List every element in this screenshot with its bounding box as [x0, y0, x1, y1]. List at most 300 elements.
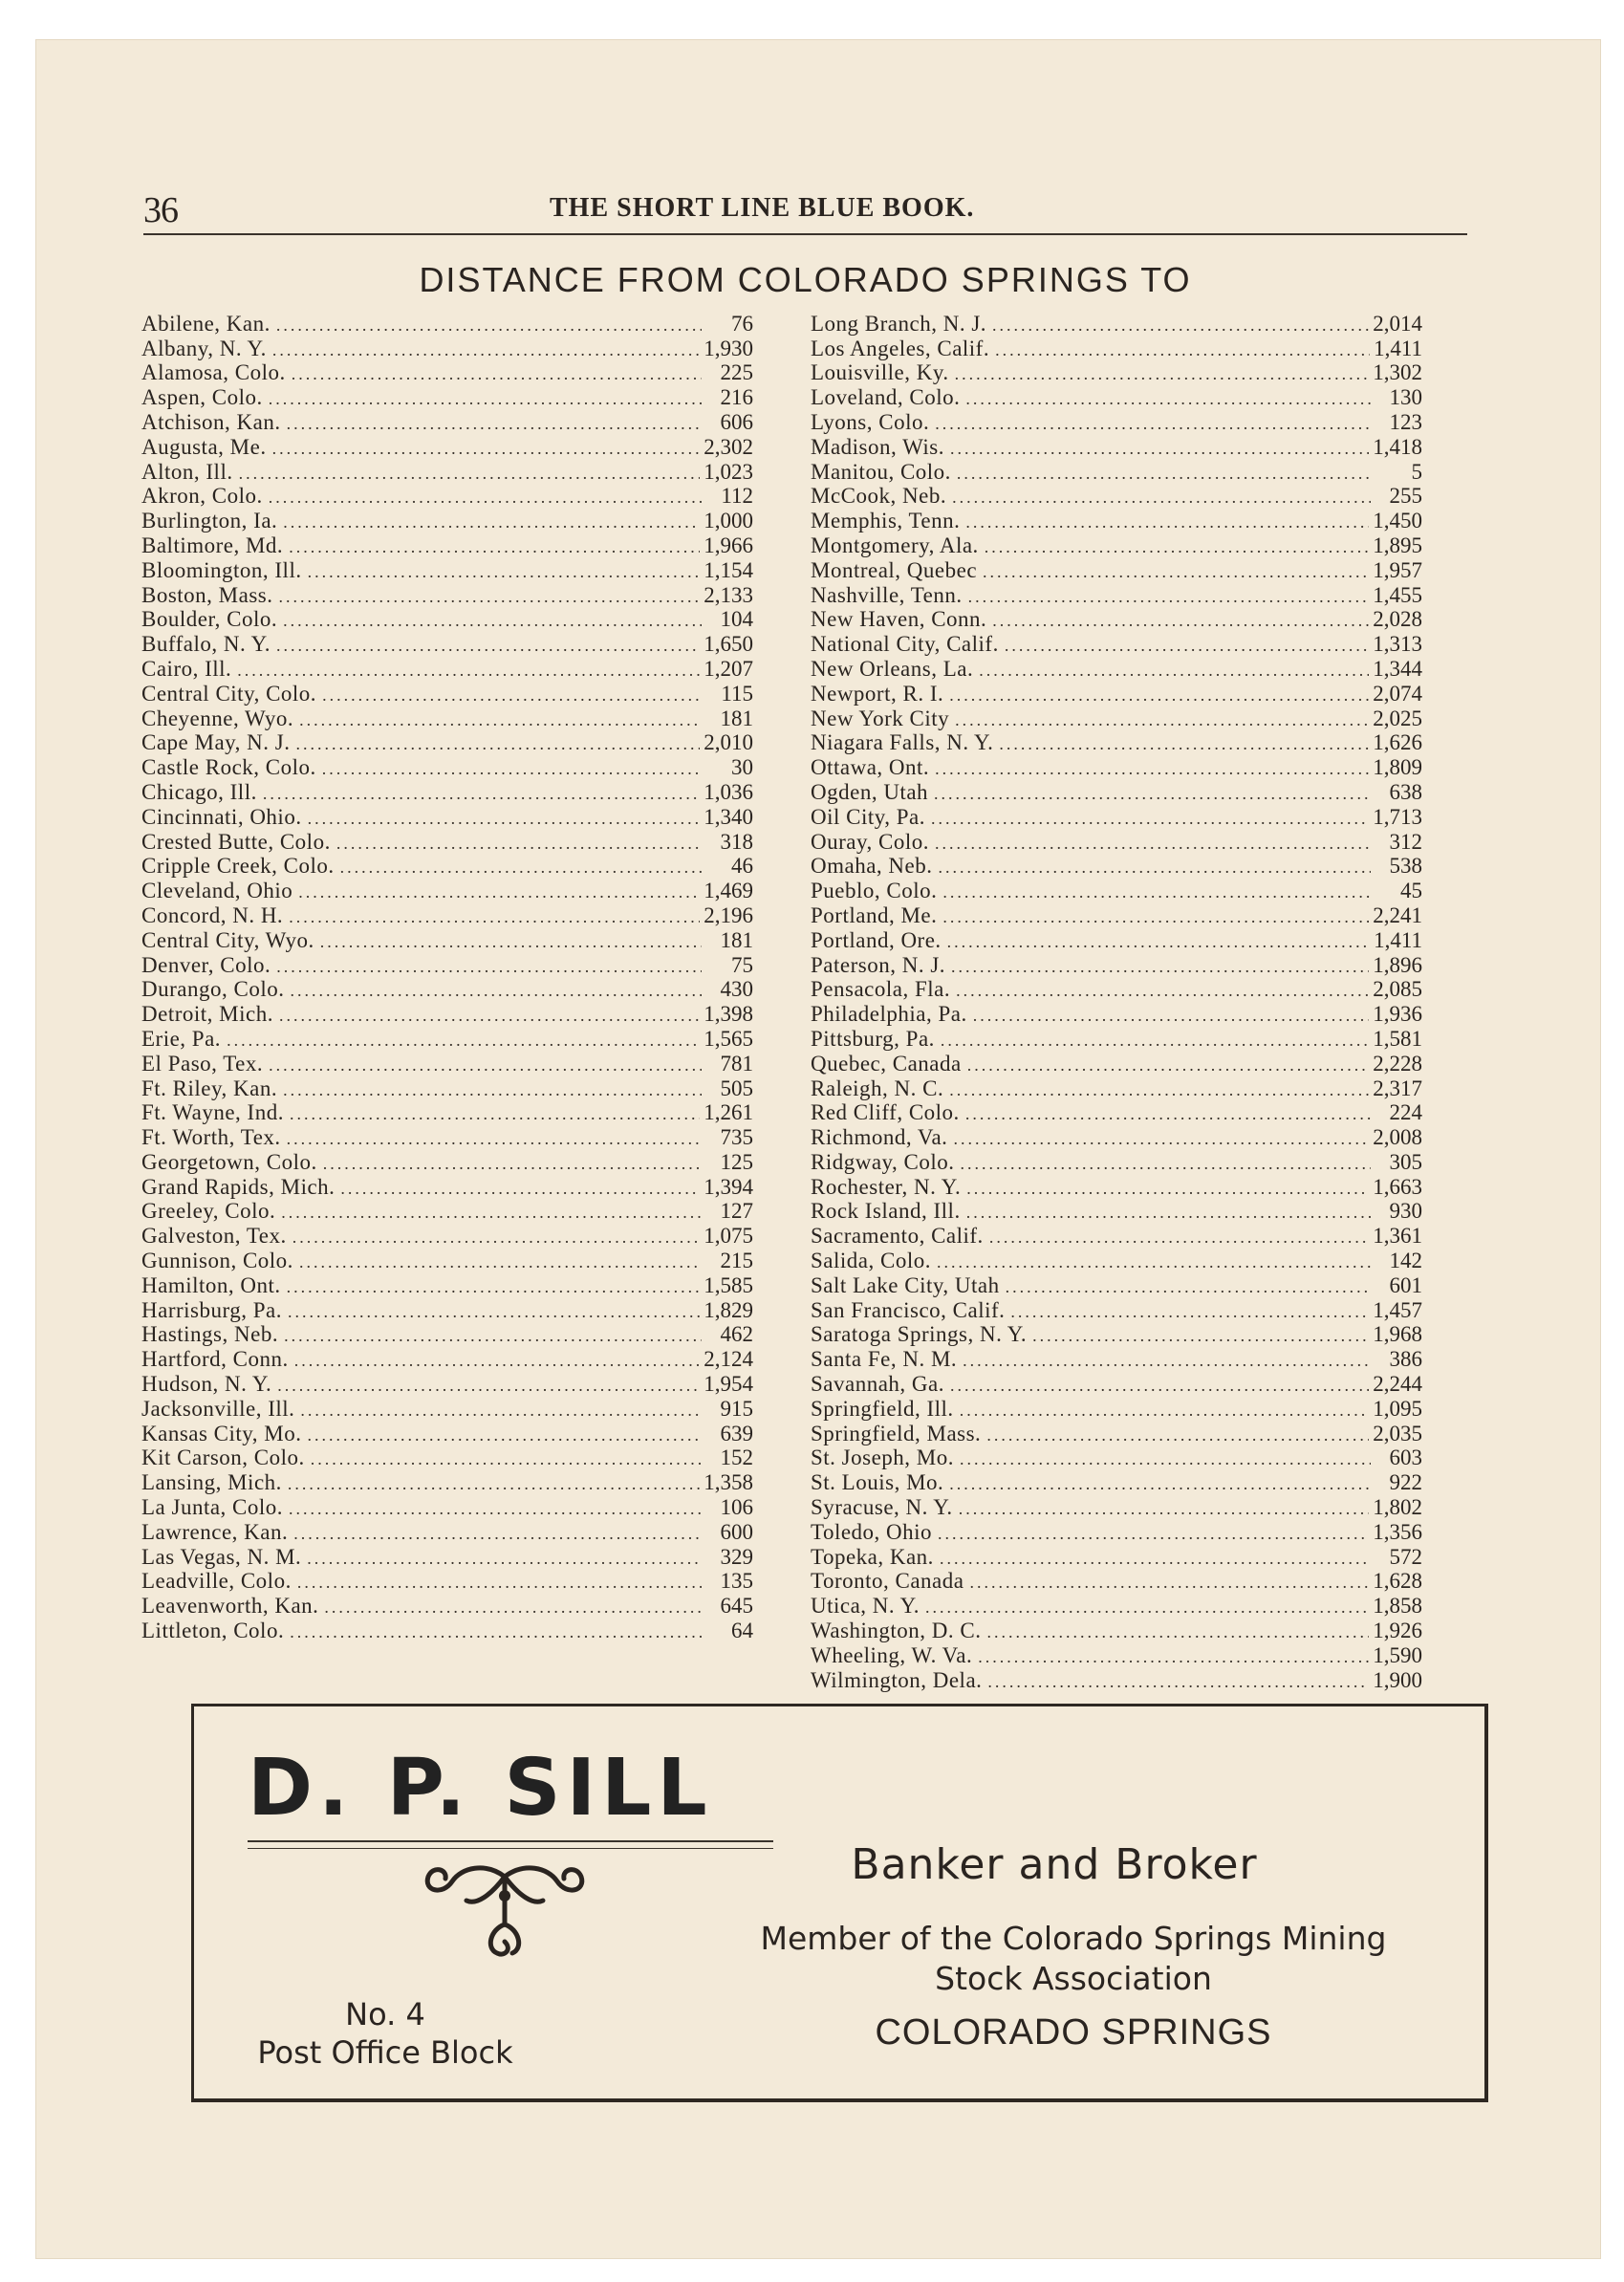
- destination-name: El Paso, Tex.: [141, 1051, 264, 1076]
- distance-row: [141, 1421, 753, 1445]
- distance-miles: 142: [1389, 1249, 1422, 1273]
- distance-row: [811, 1223, 1422, 1248]
- destination-name: Kit Carson, Colo.: [141, 1445, 305, 1470]
- destination-name: Springfield, Mass.: [811, 1421, 982, 1445]
- distance-miles: 2,035: [1373, 1421, 1422, 1445]
- destination-name: Sacramento, Calif.: [811, 1224, 984, 1249]
- leader-dots: [1032, 1325, 1369, 1346]
- leader-dots: [279, 586, 701, 607]
- distance-miles: 603: [1389, 1445, 1422, 1470]
- leader-dots: [952, 487, 1371, 508]
- leader-dots: [323, 1153, 702, 1174]
- distance-row: [811, 1272, 1422, 1297]
- distance-miles: 312: [1389, 829, 1422, 854]
- leader-dots: [992, 315, 1369, 336]
- leader-dots: [322, 685, 702, 706]
- distance-row: [141, 706, 753, 730]
- destination-name: Burlington, Ia.: [141, 509, 278, 533]
- distance-row: [811, 829, 1422, 854]
- distance-miles: 601: [1389, 1272, 1422, 1297]
- destination-name: Richmond, Va.: [811, 1125, 948, 1150]
- destination-name: Cincinnati, Ohio.: [141, 804, 302, 829]
- destination-name: Saratoga Springs, N. Y.: [811, 1322, 1028, 1347]
- distance-miles: 930: [1389, 1199, 1422, 1224]
- distance-row: [811, 1469, 1422, 1494]
- distance-miles: 1,455: [1373, 582, 1422, 607]
- leader-dots: [965, 1103, 1371, 1124]
- destination-name: Buffalo, N. Y.: [141, 632, 271, 657]
- leader-dots: [985, 536, 1369, 557]
- distance-miles: 606: [720, 409, 753, 434]
- destination-name: Cripple Creek, Colo.: [141, 854, 335, 879]
- distance-miles: 30: [731, 755, 753, 780]
- leader-dots: [287, 1276, 701, 1297]
- leader-dots: [277, 1375, 700, 1396]
- destination-name: Cleveland, Ohio: [141, 879, 293, 903]
- distance-miles: 1,895: [1373, 532, 1422, 557]
- distance-miles: 2,025: [1373, 706, 1422, 730]
- distance-miles: 735: [720, 1125, 753, 1150]
- leader-dots: [289, 1498, 702, 1519]
- destination-name: Georgetown, Colo.: [141, 1149, 317, 1174]
- leader-dots: [311, 1448, 702, 1469]
- destination-name: New York City: [811, 706, 950, 730]
- distance-miles: 2,228: [1373, 1051, 1422, 1076]
- distance-row: [141, 854, 753, 879]
- destination-name: Hamilton, Ont.: [141, 1272, 281, 1297]
- destination-name: Hastings, Neb.: [141, 1322, 279, 1347]
- destination-name: Salt Lake City, Utah: [811, 1272, 1000, 1297]
- distance-miles: 2,010: [704, 730, 753, 755]
- distance-row: [141, 557, 753, 582]
- distance-miles: 130: [1389, 385, 1422, 410]
- distance-row: [811, 779, 1422, 804]
- distance-row: [811, 952, 1422, 977]
- leader-dots: [989, 1227, 1369, 1248]
- distance-row: [141, 804, 753, 829]
- distance-miles: 255: [1389, 484, 1422, 509]
- leader-dots: [987, 1671, 1369, 1692]
- leader-dots: [239, 463, 701, 484]
- distance-row: [811, 557, 1422, 582]
- distance-row: [141, 1100, 753, 1125]
- distance-row: [141, 977, 753, 1002]
- leader-dots: [290, 980, 702, 1001]
- destination-name: Montgomery, Ala.: [811, 532, 979, 557]
- distance-row: [141, 1346, 753, 1371]
- leader-dots: [290, 1103, 700, 1124]
- distance-miles: 505: [720, 1076, 753, 1100]
- destination-name: Toronto, Canada: [811, 1569, 964, 1594]
- distance-row: [141, 878, 753, 902]
- destination-name: Ft. Worth, Tex.: [141, 1125, 281, 1150]
- leader-dots: [965, 511, 1369, 532]
- distance-row: [811, 730, 1422, 755]
- distance-miles: 2,028: [1373, 607, 1422, 632]
- distance-row: [811, 409, 1422, 434]
- destination-name: Ouray, Colo.: [811, 829, 929, 854]
- distance-row: [811, 902, 1422, 927]
- distance-row: [811, 1026, 1422, 1051]
- distance-miles: 1,858: [1373, 1594, 1422, 1619]
- leader-dots: [322, 758, 702, 779]
- address-line-1: No. 4: [345, 1996, 425, 2032]
- leader-dots: [227, 1030, 700, 1051]
- distance-miles: 2,196: [704, 902, 753, 927]
- leader-dots: [978, 1646, 1369, 1667]
- distance-row: [141, 508, 753, 532]
- destination-name: Alton, Ill.: [141, 459, 233, 484]
- distance-row: [811, 1667, 1422, 1692]
- leader-dots: [967, 1054, 1370, 1076]
- leader-dots: [324, 1597, 702, 1618]
- destination-name: Niagara Falls, N. Y.: [811, 730, 994, 755]
- leader-dots: [960, 1400, 1370, 1421]
- distance-miles: 1,954: [704, 1372, 753, 1397]
- destination-name: Portland, Ore.: [811, 927, 942, 952]
- destination-name: Oil City, Pa.: [811, 804, 926, 829]
- leader-dots: [999, 733, 1369, 754]
- distance-miles: 104: [720, 607, 753, 632]
- distance-miles: 1,000: [704, 509, 753, 533]
- destination-name: Hartford, Conn.: [141, 1347, 289, 1372]
- distance-row: [811, 1297, 1422, 1322]
- distance-row: [811, 681, 1422, 706]
- destination-name: Cairo, Ill.: [141, 656, 232, 681]
- leader-dots: [979, 660, 1369, 681]
- leader-dots: [935, 833, 1371, 854]
- distance-miles: 181: [720, 927, 753, 952]
- advertiser-city: COLORADO SPRINGS: [875, 2012, 1272, 2053]
- leader-dots: [931, 808, 1369, 829]
- leader-dots: [308, 808, 701, 829]
- destination-name: Akron, Colo.: [141, 484, 263, 509]
- advertiser-name: D. P. SILL: [248, 1743, 713, 1834]
- destination-name: Bloomington, Ill.: [141, 557, 302, 582]
- distance-row: [141, 1199, 753, 1224]
- leader-dots: [300, 1400, 702, 1421]
- destination-name: Lansing, Mich.: [141, 1470, 282, 1495]
- distance-miles: 1,896: [1373, 952, 1422, 977]
- distance-row: [811, 1051, 1422, 1076]
- distance-miles: 1,457: [1373, 1297, 1422, 1322]
- page-number: 36: [143, 190, 178, 230]
- leader-dots: [938, 1523, 1369, 1544]
- distance-row: [811, 1519, 1422, 1544]
- advertisement-box: [191, 1704, 1488, 2102]
- distance-miles: 1,802: [1373, 1495, 1422, 1520]
- distance-row: [811, 311, 1422, 336]
- distance-miles: 1,966: [704, 532, 753, 557]
- destination-name: New Haven, Conn.: [811, 607, 987, 632]
- distance-miles: 600: [720, 1519, 753, 1544]
- page-header: [143, 182, 1467, 235]
- leader-dots: [995, 339, 1370, 360]
- destination-name: Nashville, Tenn.: [811, 582, 963, 607]
- distance-row: [811, 582, 1422, 607]
- destination-name: Ridgway, Colo.: [811, 1149, 955, 1174]
- distance-miles: 1,356: [1373, 1519, 1422, 1544]
- leader-dots: [308, 1424, 702, 1445]
- distance-row: [811, 1149, 1422, 1174]
- leader-dots: [1005, 635, 1369, 656]
- leader-dots: [289, 906, 700, 927]
- destination-name: Ottawa, Ont.: [811, 755, 930, 780]
- destination-name: Abilene, Kan.: [141, 311, 271, 336]
- leader-dots: [966, 1202, 1371, 1223]
- destination-name: Washington, D. C.: [811, 1619, 982, 1643]
- distance-row: [141, 336, 753, 360]
- destination-name: Springfield, Ill.: [811, 1396, 954, 1421]
- leader-dots: [1006, 1276, 1371, 1297]
- destination-name: Greeley, Colo.: [141, 1199, 276, 1224]
- distance-miles: 1,469: [704, 879, 753, 903]
- destination-name: Leavenworth, Kan.: [141, 1594, 319, 1619]
- leader-dots: [276, 956, 702, 977]
- destination-name: Long Branch, N. J.: [811, 311, 987, 336]
- distance-row: [141, 1322, 753, 1347]
- leader-dots: [935, 758, 1369, 779]
- leader-dots: [292, 1227, 701, 1248]
- distance-miles: 1,023: [704, 459, 753, 484]
- distance-row: [141, 1124, 753, 1149]
- leader-dots: [969, 1572, 1369, 1593]
- distance-row: [141, 582, 753, 607]
- destination-name: Syracuse, N. Y.: [811, 1495, 953, 1520]
- leader-dots: [272, 339, 700, 360]
- destination-name: Savannah, Ga.: [811, 1372, 944, 1397]
- distance-row: [811, 532, 1422, 557]
- distance-row: [141, 360, 753, 385]
- leader-dots: [290, 1621, 702, 1642]
- distance-row: [141, 1618, 753, 1642]
- distance-row: [141, 1396, 753, 1421]
- distance-miles: 915: [720, 1396, 753, 1421]
- distance-miles: 2,244: [1373, 1372, 1422, 1397]
- leader-dots: [320, 931, 702, 952]
- leader-dots: [934, 783, 1371, 804]
- address-line-2: Post Office Block: [257, 2034, 513, 2071]
- scroll-ornament-icon: [409, 1858, 600, 1963]
- destination-name: Aspen, Colo.: [141, 385, 263, 410]
- leader-dots: [992, 610, 1369, 631]
- destination-name: Memphis, Tenn.: [811, 509, 961, 533]
- distance-row: [141, 1272, 753, 1297]
- leader-dots: [1010, 1301, 1369, 1322]
- leader-dots: [955, 709, 1369, 730]
- distance-miles: 1,075: [704, 1224, 753, 1249]
- distance-miles: 225: [720, 360, 753, 385]
- leader-dots: [949, 685, 1369, 706]
- leader-dots: [951, 956, 1369, 977]
- destination-name: National City, Calif.: [811, 632, 999, 657]
- distance-miles: 1,398: [704, 1002, 753, 1027]
- distance-miles: 1,926: [1373, 1619, 1422, 1643]
- distance-miles: 224: [1389, 1100, 1422, 1125]
- leader-dots: [308, 561, 701, 582]
- destination-name: Philadelphia, Pa.: [811, 1002, 967, 1027]
- destination-name: Alamosa, Colo.: [141, 360, 286, 385]
- distance-row: [141, 927, 753, 952]
- destination-name: Concord, N. H.: [141, 902, 284, 927]
- destination-name: Ft. Riley, Kan.: [141, 1076, 278, 1100]
- destination-name: San Francisco, Calif.: [811, 1297, 1006, 1322]
- destination-name: Toledo, Ohio: [811, 1519, 933, 1544]
- leader-dots: [957, 463, 1371, 484]
- leader-dots: [949, 1079, 1369, 1100]
- leader-dots: [279, 1005, 700, 1026]
- distance-miles: 152: [720, 1445, 753, 1470]
- distance-miles: 1,590: [1373, 1642, 1422, 1667]
- destination-name: Los Angeles, Calif.: [811, 336, 990, 360]
- destination-name: Gunnison, Colo.: [141, 1249, 293, 1273]
- distance-miles: 1,829: [704, 1297, 753, 1322]
- distance-row: [811, 360, 1422, 385]
- destination-name: Loveland, Colo.: [811, 385, 961, 410]
- distance-row: [141, 1051, 753, 1076]
- distance-miles: 127: [720, 1199, 753, 1224]
- destination-name: Durango, Colo.: [141, 977, 285, 1002]
- distance-miles: 1,565: [704, 1026, 753, 1051]
- advertiser-address: [242, 1995, 529, 2072]
- distance-miles: 1,154: [704, 557, 753, 582]
- leader-dots: [939, 857, 1372, 878]
- destination-name: Omaha, Neb.: [811, 854, 933, 879]
- running-title: THE SHORT LINE BLUE BOOK.: [550, 193, 975, 223]
- leader-dots: [956, 980, 1369, 1001]
- leader-dots: [287, 1128, 702, 1149]
- distance-row: [811, 1248, 1422, 1272]
- destination-name: Augusta, Me.: [141, 434, 267, 459]
- table-title: DISTANCE FROM COLORADO SPRINGS TO: [419, 260, 1192, 299]
- distance-row: [141, 1076, 753, 1100]
- distance-row: [811, 459, 1422, 484]
- distance-row: [141, 829, 753, 854]
- distance-miles: 638: [1389, 779, 1422, 804]
- distance-row: [141, 1174, 753, 1199]
- distance-miles: 125: [720, 1149, 753, 1174]
- destination-name: Lyons, Colo.: [811, 409, 930, 434]
- distance-miles: 1,361: [1373, 1224, 1422, 1249]
- leader-dots: [937, 1251, 1371, 1272]
- distance-miles: 1,261: [704, 1100, 753, 1125]
- destination-name: Newport, R. I.: [811, 681, 944, 706]
- distance-miles: 329: [720, 1544, 753, 1569]
- leader-dots: [950, 438, 1369, 459]
- distance-row: [811, 854, 1422, 879]
- destination-name: Rock Island, Ill.: [811, 1199, 961, 1224]
- destination-name: New Orleans, La.: [811, 656, 974, 681]
- destination-name: Kansas City, Mo.: [141, 1421, 302, 1445]
- leader-dots: [340, 857, 702, 878]
- leader-dots: [269, 487, 702, 508]
- distance-miles: 572: [1389, 1544, 1422, 1569]
- distance-row: [811, 1371, 1422, 1396]
- destination-name: Denver, Colo.: [141, 952, 271, 977]
- distance-miles: 1,450: [1373, 509, 1422, 533]
- leader-dots: [283, 511, 700, 532]
- destination-name: Montreal, Quebec: [811, 557, 978, 582]
- leader-dots: [965, 388, 1371, 409]
- leader-dots: [942, 906, 1369, 927]
- distance-row: [811, 706, 1422, 730]
- distance-miles: 1,628: [1373, 1569, 1422, 1594]
- distance-miles: 1,207: [704, 656, 753, 681]
- leader-dots: [966, 1178, 1369, 1199]
- distance-miles: 1,344: [1373, 656, 1422, 681]
- distance-row: [811, 804, 1422, 829]
- leader-dots: [925, 1597, 1369, 1618]
- distance-row: [811, 878, 1422, 902]
- destination-name: Ogden, Utah: [811, 779, 929, 804]
- leader-dots: [269, 388, 702, 409]
- distance-row: [811, 1001, 1422, 1026]
- distance-row: [811, 1569, 1422, 1594]
- leader-dots: [299, 1251, 702, 1272]
- leader-dots: [294, 1350, 700, 1371]
- distance-row: [141, 681, 753, 706]
- distance-miles: 1,418: [1373, 434, 1422, 459]
- destination-name: Baltimore, Md.: [141, 532, 284, 557]
- destination-name: Leadville, Colo.: [141, 1569, 292, 1594]
- distance-row: [141, 607, 753, 632]
- distance-miles: 1,302: [1373, 360, 1422, 385]
- leader-dots: [963, 1350, 1371, 1371]
- distance-miles: 318: [720, 829, 753, 854]
- distance-miles: 2,008: [1373, 1125, 1422, 1150]
- distance-row: [811, 927, 1422, 952]
- leader-dots: [307, 1548, 702, 1569]
- destination-name: Salida, Colo.: [811, 1249, 931, 1273]
- leader-dots: [295, 733, 700, 754]
- distance-row: [811, 754, 1422, 779]
- distance-row: [141, 1469, 753, 1494]
- distance-row: [141, 779, 753, 804]
- distance-row: [141, 1001, 753, 1026]
- distance-miles: 2,133: [704, 582, 753, 607]
- destination-name: Detroit, Mich.: [141, 1002, 273, 1027]
- distance-row: [811, 1544, 1422, 1569]
- distance-miles: 1,626: [1373, 730, 1422, 755]
- distance-row: [811, 484, 1422, 509]
- leader-dots: [283, 610, 702, 631]
- distance-row: [811, 1174, 1422, 1199]
- distance-miles: 181: [720, 706, 753, 730]
- destination-name: Hudson, N. Y.: [141, 1372, 272, 1397]
- distance-miles: 1,394: [704, 1174, 753, 1199]
- leader-dots: [288, 1301, 700, 1322]
- distance-row: [141, 434, 753, 459]
- destination-name: Chicago, Ill.: [141, 779, 257, 804]
- distance-row: [811, 1076, 1422, 1100]
- distance-miles: 2,074: [1373, 681, 1422, 706]
- leader-dots: [293, 1523, 702, 1544]
- destination-name: Raleigh, N. C.: [811, 1076, 944, 1100]
- destination-name: Atchison, Kan.: [141, 409, 281, 434]
- distance-miles: 1,809: [1373, 755, 1422, 780]
- leader-dots: [287, 413, 702, 434]
- distance-row: [141, 532, 753, 557]
- destination-name: Boston, Mass.: [141, 582, 273, 607]
- destination-name: Erie, Pa.: [141, 1026, 222, 1051]
- destination-name: Grand Rapids, Mich.: [141, 1174, 336, 1199]
- destination-name: Santa Fe, N. M.: [811, 1347, 958, 1372]
- destination-name: Louisville, Ky.: [811, 360, 949, 385]
- destination-name: La Junta, Colo.: [141, 1495, 284, 1520]
- destination-name: Las Vegas, N. M.: [141, 1544, 302, 1569]
- leader-dots: [336, 833, 702, 854]
- distance-row: [811, 1445, 1422, 1470]
